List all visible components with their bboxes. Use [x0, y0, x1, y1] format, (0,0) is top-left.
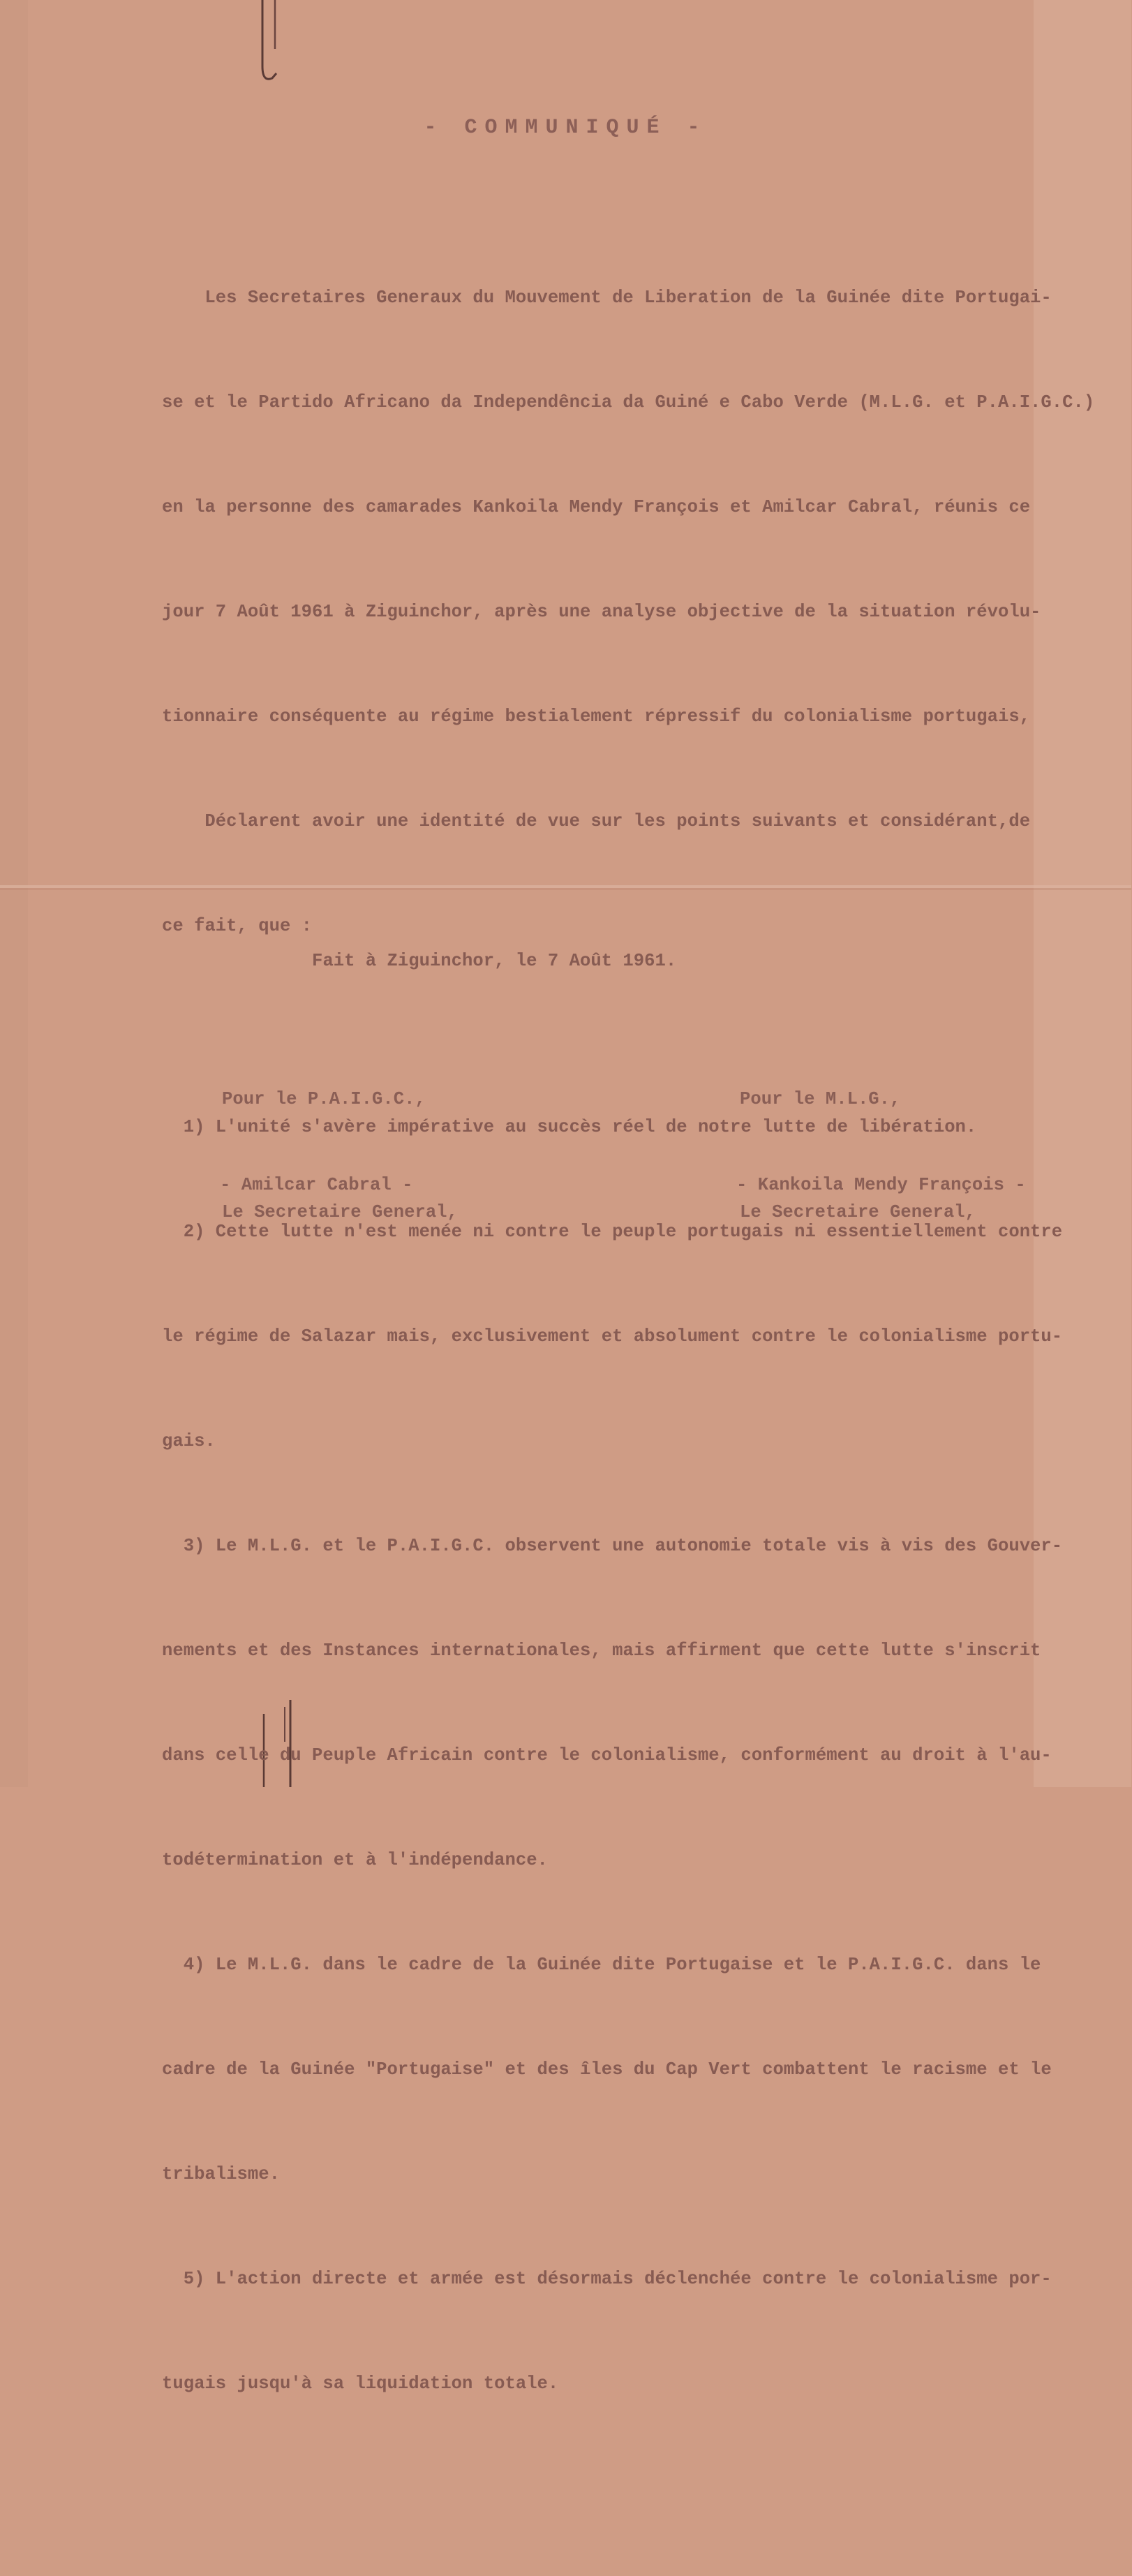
paper-edge-shading-left — [0, 0, 28, 1787]
body-line: jour 7 Août 1961 à Ziguinchor, après une analyse objective de la situation révolu- — [162, 602, 1041, 622]
staple-mark-top — [258, 0, 282, 84]
body-line: en la personne des camarades Kankoila Mendy François et Amilcar Cabral, réunis ce — [162, 497, 1031, 517]
body-line: nements et des Instances internationales, mais affirment que cette lutte s'inscrit — [162, 1641, 1041, 1661]
signature-title: Le Secretaire General, — [740, 1202, 976, 1222]
body-line: tugais jusqu'à sa liquidation totale. — [162, 2374, 559, 2394]
signature-title: Le Secretaire General, — [222, 1202, 458, 1222]
body-line: todétermination et à l'indépendance. — [162, 1850, 548, 1870]
body-line: 2) Cette lutte n'est menée ni contre le peuple portugais ni essentiellement contre — [162, 1222, 1063, 1242]
communique-body — [162, 211, 1132, 2576]
signatory-name-mlg: - Kankoila Mendy François - — [736, 1175, 1026, 1195]
body-line: 3) Le M.L.G. et le P.A.I.G.C. observent une autonomie totale vis à vis des Gouver- — [162, 1536, 1063, 1556]
place-and-date: Fait à Ziguinchor, le 7 Août 1961. — [312, 951, 677, 971]
document-heading: - COMMUNIQUÉ - — [424, 116, 708, 140]
signature-organization: Pour le M.L.G., — [740, 1089, 901, 1109]
signature-block-mlg — [740, 1005, 976, 1307]
body-line: 4) Le M.L.G. dans le cadre de la Guinée dite Portugaise et le P.A.I.G.C. dans le — [162, 1955, 1041, 1975]
body-line: ce fait, que : — [162, 916, 313, 936]
signatory-name-paigc: - Amilcar Cabral - — [220, 1175, 413, 1195]
body-line: se et le Partido Africano da Independência da Guiné e Cabo Verde (M.L.G. et P.A.I.G.C.) — [162, 392, 1095, 413]
body-line: tionnaire conséquente au régime bestialement répressif du colonialisme portugais, — [162, 706, 1031, 727]
body-line: Les Secretaires Generaux du Mouvement de Liberation de la Guinée dite Portugai- — [162, 288, 1052, 308]
body-line: tribalisme. — [162, 2164, 280, 2184]
body-line: Déclarent avoir une identité de vue sur les points suivants et considérant,de — [162, 811, 1031, 831]
body-line: 5) L'action directe et armée est désormais déclenchée contre le colonialisme por- — [162, 2269, 1052, 2289]
body-line: gais. — [162, 1431, 216, 1451]
signature-block-paigc — [222, 1005, 458, 1307]
body-line: dans celle du Peuple Africain contre le colonialisme, conformément au droit à l'au- — [162, 1745, 1052, 1766]
body-line: le régime de Salazar mais, exclusivement et absolument contre le colonialisme portu- — [162, 1326, 1063, 1347]
body-line: cadre de la Guinée "Portugaise" et des îles du Cap Vert combattent le racisme et le — [162, 2059, 1052, 2080]
body-line: 1) L'unité s'avère impérative au succès réel de notre lutte de libération. — [162, 1117, 977, 1137]
body-line — [162, 2471, 1132, 2506]
signature-organization: Pour le P.A.I.G.C., — [222, 1089, 426, 1109]
